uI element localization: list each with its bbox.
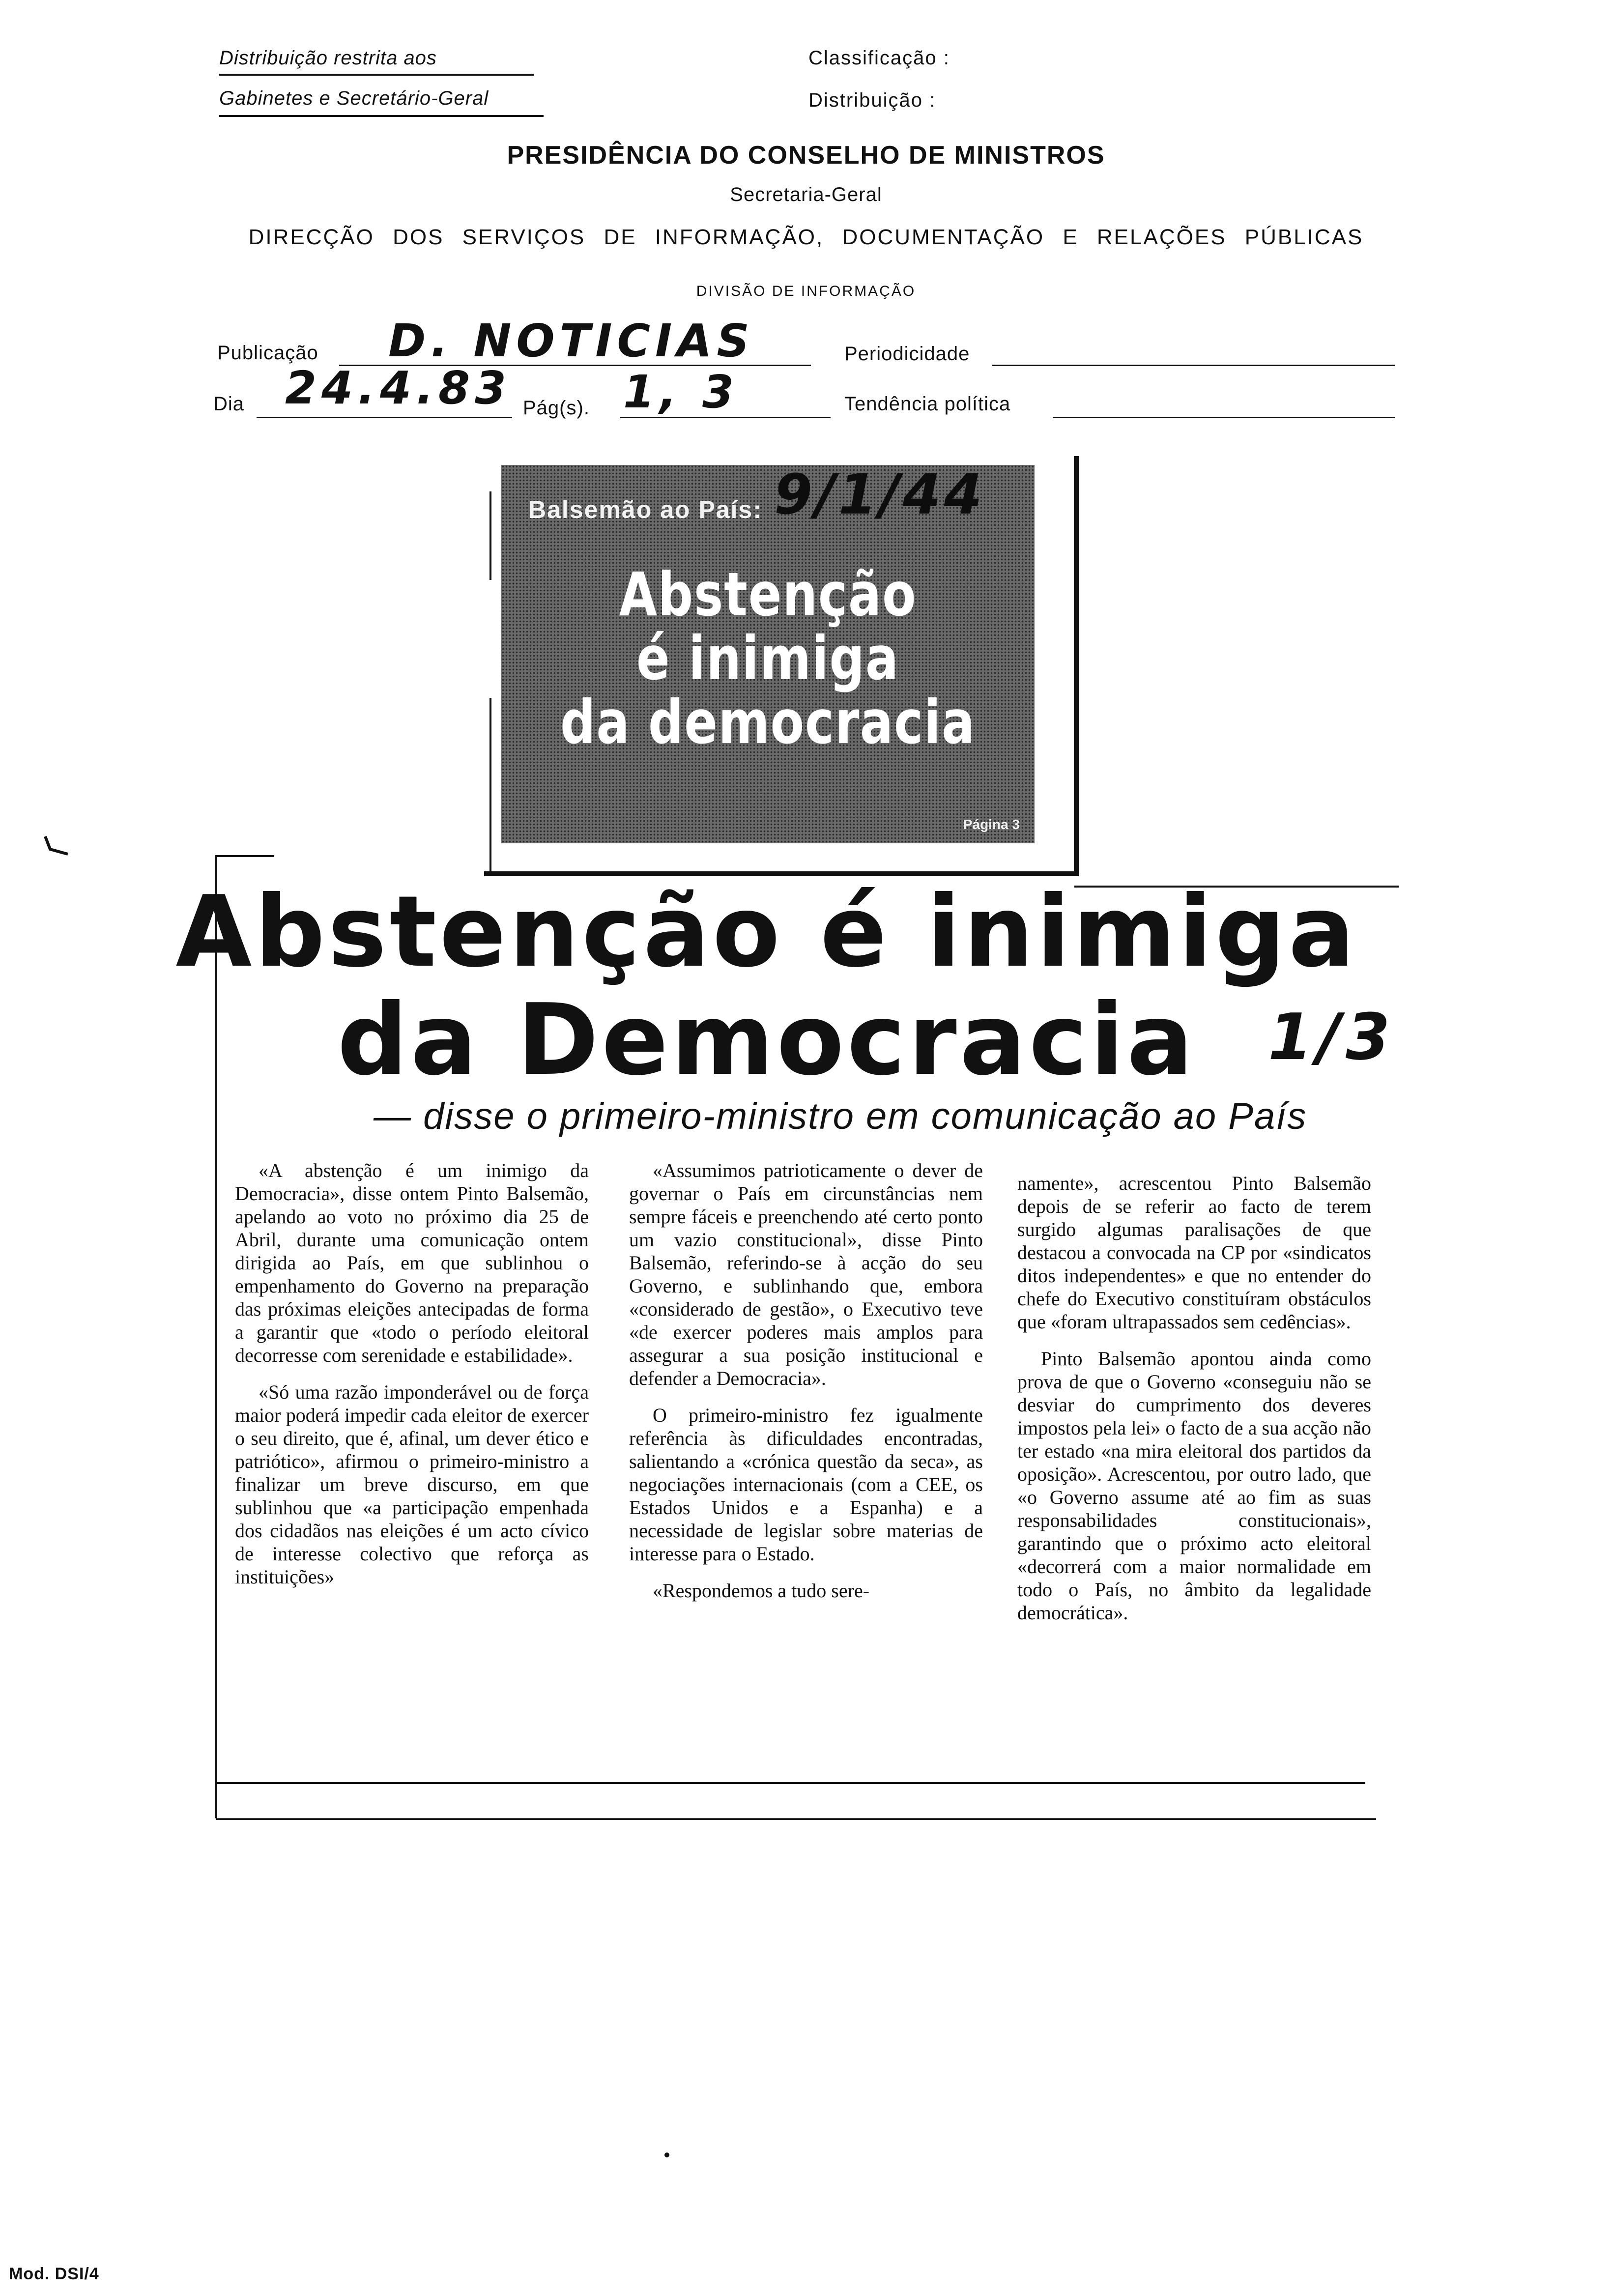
periodicidade-line <box>992 365 1395 366</box>
article-paragraph: namente», acrescentou Pinto Balsemão depois de se referir ao facto de terem surgido algumas paralisações de que destacou a convocada na CP por «sindicatos ditos independentes» e que no entender do chefe do Executivo constituíram obstáculos que «foram ultrapassados sem cedências». <box>1017 1172 1371 1333</box>
header-rule <box>219 74 534 76</box>
article-paragraph: Pinto Balsemão apontou ainda como prova de que o Governo «conseguiu não se desviar do cumprimento dos deveres impostos pela lei» o facto de a sua acção não ter estado «na mira eleitoral dos partidos da oposição». Acrescentou, por outro lado, que «o Governo assume até ao fim as suas responsabilidades constitucionais», garantindo que o próximo acto eleitoral «decorrerá com a maior normalidade em todo o País, no âmbito da legalidade democrática». <box>1017 1348 1371 1624</box>
clipping-headline-line-2: é inimiga <box>636 624 899 693</box>
publicacao-label: Publicação <box>217 342 318 364</box>
classificacao-label: Classificação : <box>808 47 950 69</box>
article-paragraph: «A abstenção é um inimigo da Democracia», disse ontem Pinto Balsemão, apelando ao voto no próximo dia 25 de Abril, durante uma comunicação ontem dirigida ao País, em que sublinhou o empenhamento do Governo na preparação das próximas eleições antecipadas de forma a garantir que «todo o período eleitoral decorresse com serenidade e estabilidade». <box>235 1159 589 1366</box>
article-bottom-border <box>216 1818 1376 1820</box>
stray-dot <box>664 2152 669 2157</box>
article-paragraph: «Respondemos a tudo sere- <box>653 1579 870 1602</box>
tendencia-line <box>1053 417 1395 418</box>
restricted-distribution-line-1: Distribuição restrita aos <box>219 47 437 69</box>
dia-line <box>257 417 512 418</box>
organization-title: PRESIDÊNCIA DO CONSELHO DE MINISTROS <box>507 141 1105 170</box>
clipping-page-reference: Página 3 <box>963 817 1020 832</box>
directorate-title: DIRECÇÃO DOS SERVIÇOS DE INFORMAÇÃO, DOCUMENTAÇÃO E RELAÇÕES PÚBLICAS <box>248 225 1364 249</box>
article-bottom-rule <box>215 1782 1365 1784</box>
tendencia-label: Tendência política <box>844 393 1011 415</box>
paginas-handwritten-value: 1, 3 <box>623 366 739 418</box>
article-headline-line-1: Abstenção é inimiga <box>175 875 1358 989</box>
article-column-2 <box>629 1159 983 1616</box>
article-subheadline: — disse o primeiro-ministro em comunicação ao País <box>374 1095 1307 1137</box>
organization-subtitle: Secretaria-Geral <box>730 184 882 205</box>
dia-label: Dia <box>213 393 245 415</box>
publicacao-handwritten-value: D. NOTICIAS <box>388 315 754 367</box>
article-paragraph: «Só uma razão imponderável ou de força maior poderá impedir cada eleitor de exercer o seu direito, que é, afinal, um dever ético e patriótico», afirmou o primeiro-ministro a finalizar um breve discurso, em que sublinhou que «a participação empenhada dos cidadãos nas eleições é um acto cívico de interesse colectivo que reforça as instituições» <box>235 1381 589 1588</box>
distribuicao-label: Distribuição : <box>808 89 936 111</box>
restricted-distribution-line-2: Gabinetes e Secretário-Geral <box>219 87 489 109</box>
paginas-label: Pág(s). <box>523 397 590 419</box>
article-paragraph: O primeiro-ministro fez igualmente referência às dificuldades encontradas, salientando a «crónica questão da seca», as negociações internacionais (com a CEE, os Estados Unidos e a Espanha) e a necessidade de legislar sobre materias de interesse para o Estado. <box>629 1404 983 1565</box>
article-headline-line-2: da Democracia <box>337 983 1196 1097</box>
form-code: Mod. DSI/4 <box>9 2265 99 2283</box>
front-page-clipping <box>484 456 1079 876</box>
clipping-handwritten-reference: 9/1/44 <box>774 463 985 527</box>
division-title: DIVISÃO DE INFORMAÇÃO <box>696 283 916 299</box>
pen-mark-icon <box>43 834 71 856</box>
header-rule <box>219 115 544 117</box>
article-handwritten-page: 1/3 <box>1268 1000 1395 1074</box>
clipping-headline-line-1: Abstenção <box>619 560 917 630</box>
clipping-kicker: Balsemão ao País: <box>528 496 762 523</box>
periodicidade-label: Periodicidade <box>844 343 970 365</box>
article-column-3 <box>1017 1172 1371 1638</box>
article-column-1 <box>235 1159 589 1602</box>
article-top-rule-short <box>215 855 274 857</box>
clipping-headline-line-3: da democracia <box>560 688 976 757</box>
dia-handwritten-value: 24.4.83 <box>285 362 511 414</box>
article-paragraph: «Assumimos patrioticamente o dever de governar o País em circunstâncias nem sempre fáceis e preenchendo até certo ponto um vazio constitucional», disse Pinto Balsemão, referindo-se à acção do seu Governo, e sublinhando que, embora «considerado de gestão», o Executivo teve «de exercer poderes mais amplos para assegurar a sua posição institucional e defender a Democracia». <box>629 1159 983 1389</box>
